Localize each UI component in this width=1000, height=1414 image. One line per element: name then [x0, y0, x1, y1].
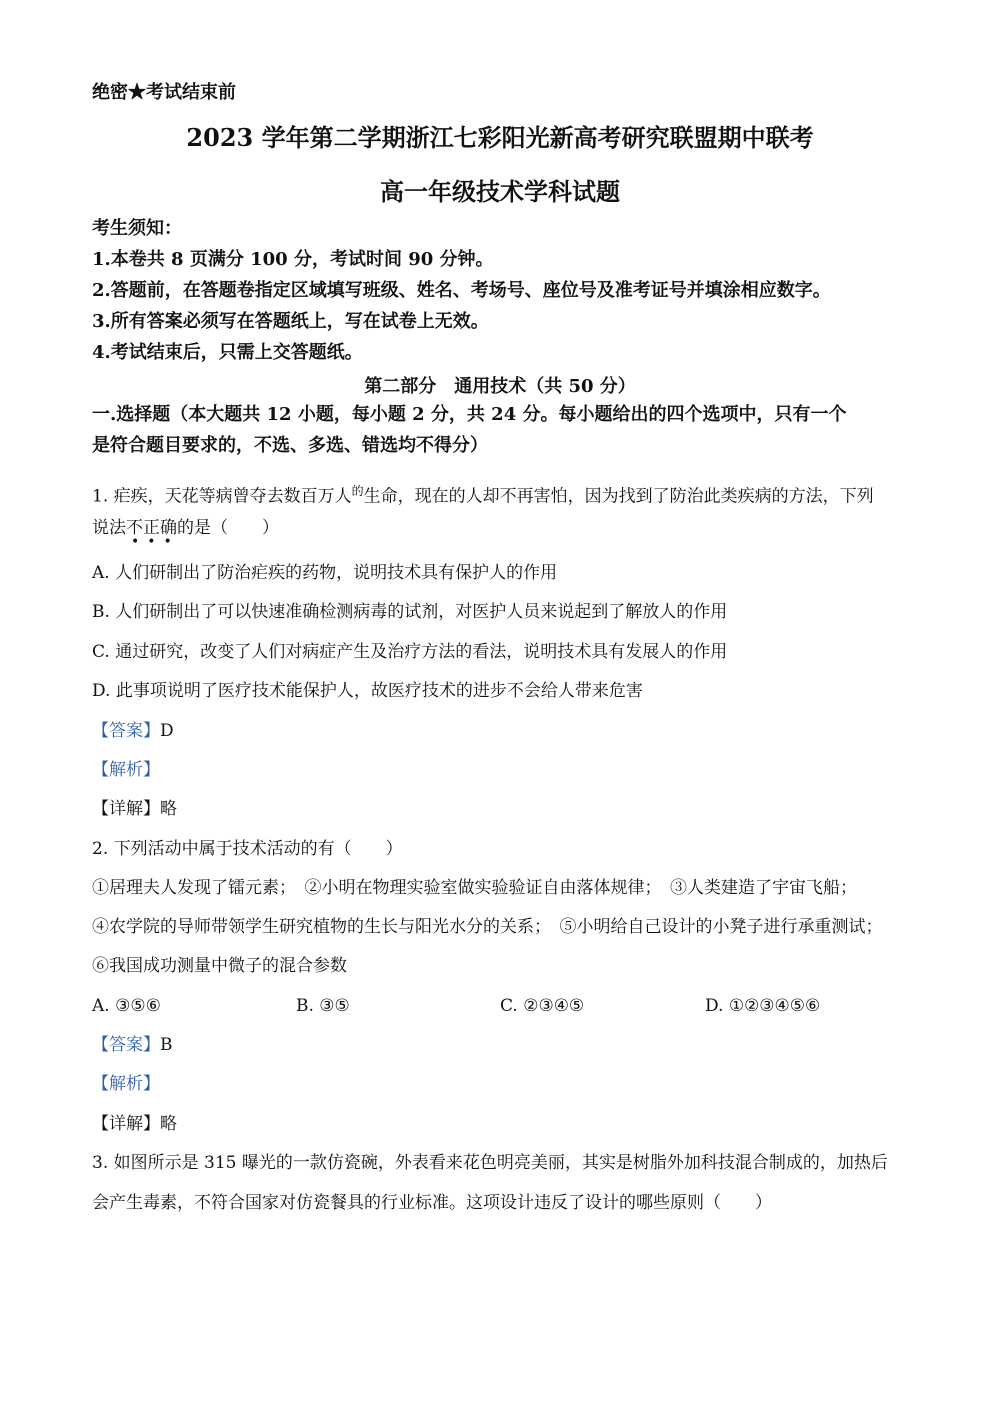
answer-label: 【答案】 [92, 721, 160, 741]
q2-detail [92, 1113, 177, 1135]
q1-option-a: A. 人们研制出了防治疟疾的药物，说明技术具有保护人的作用 [92, 563, 558, 583]
q2-stem: 2. 下列活动中属于技术活动的有（ ） [92, 839, 403, 859]
answer-value: D [160, 721, 174, 741]
q1-option-d: D. 此事项说明了医疗技术能保护人，故医疗技术的进步不会给人带来危害 [92, 681, 643, 701]
notice-item: 1.本卷共 8 页满分 100 分，考试时间 90 分钟。 [92, 249, 494, 270]
section-instructions-line1: 一.选择题（本大题共 12 小题，每小题 2 分，共 24 分。每小题给出的四个选项中，只有一个 [92, 404, 847, 425]
notice-item: 3.所有答案必须写在答题纸上，写在试卷上无效。 [92, 311, 489, 332]
q2-items-line3: ⑥我国成功测量中微子的混合参数 [92, 956, 347, 976]
detail-label: 【详解】 [92, 1114, 160, 1134]
q2-items-line2: ④农学院的导师带领学生研究植物的生长与阳光水分的关系； ⑤小明给自己设计的小凳子进行承重测试； [92, 917, 883, 937]
q2-option-d: D. ①②③④⑤⑥ [705, 996, 821, 1016]
q3-stem-line2: 会产生毒素，不符合国家对仿瓷餐具的行业标准。这项设计违反了设计的哪些原则（ ） [92, 1193, 772, 1213]
q2-option-a: A. ③⑤⑥ [92, 996, 161, 1016]
detail-value: 略 [160, 799, 177, 819]
notice-item: 4.考试结束后，只需上交答题纸。 [92, 342, 363, 363]
detail-label: 【详解】 [92, 799, 160, 819]
section-instructions-line2: 是符合题目要求的，不选、多选、错选均不得分） [92, 435, 488, 456]
answer-value: B [160, 1035, 173, 1055]
detail-value: 略 [160, 1114, 177, 1134]
q1-option-b: B. 人们研制出了可以快速准确检测病毒的试剂，对医护人员来说起到了解放人的作用 [92, 602, 728, 622]
q2-answer [92, 1034, 173, 1056]
q2-option-c: C. ②③④⑤ [500, 996, 585, 1016]
exam-subtitle: 高一年级技术学科试题 [380, 177, 620, 206]
exam-title: 2023 学年第二学期浙江七彩阳光新高考研究联盟期中联考 [186, 123, 814, 152]
q1-stem-sup: 的 [351, 484, 364, 498]
q1-emphasis-dots: ••• [131, 534, 180, 550]
answer-label: 【答案】 [92, 1035, 160, 1055]
q1-detail [92, 798, 177, 820]
confidential-label: 绝密★考试结束前 [92, 82, 236, 103]
q1-stem-part-a: 1. 疟疾，天花等病曾夺去数百万人 [92, 486, 352, 507]
notice-item: 2.答题前，在答题卷指定区域填写班级、姓名、考场号、座位号及准考证号并填涂相应数字。 [92, 280, 831, 301]
q3-stem-line1: 3. 如图所示是 315 曝光的一款仿瓷碗，外表看来花色明亮美丽，其实是树脂外加科技混合制成的，加热后 [92, 1153, 888, 1173]
q1-stem-part-b: 生命，现在的人却不再害怕，因为找到了防治此类疾病的方法，下列 [363, 486, 874, 507]
q2-option-b: B. ③⑤ [296, 996, 350, 1016]
q1-option-c: C. 通过研究，改变了人们对病症产生及治疗方法的看法，说明技术具有发展人的作用 [92, 642, 728, 662]
part-title: 第二部分 通用技术（共 50 分） [364, 376, 636, 397]
q1-stem-line2: 说法不正确的是（ ） [92, 518, 279, 538]
q1-stem-line1 [92, 480, 874, 508]
q1-answer [92, 720, 174, 742]
q1-analysis-label: 【解析】 [92, 760, 160, 780]
q2-analysis-label: 【解析】 [92, 1074, 160, 1094]
notice-heading: 考生须知： [92, 218, 182, 239]
q2-items-line1: ①居理夫人发现了镭元素； ②小明在物理实验室做实验验证自由落体规律； ③人类建造了宇宙飞船； [92, 878, 857, 898]
